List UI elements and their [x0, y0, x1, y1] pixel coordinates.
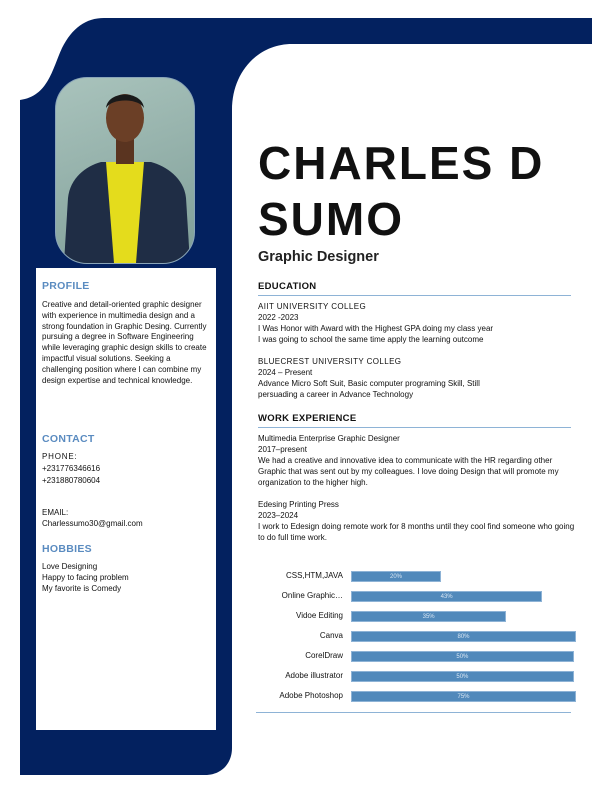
email-label: EMAIL: — [42, 508, 69, 517]
skill-label: Canva — [319, 631, 343, 640]
education-line: persuading a career in Advance Technology — [258, 390, 414, 399]
skill-value-label: 50% — [456, 654, 469, 660]
job-description: I work to Edesign doing remote work for 8 months until they cool find someone who going to do full time work. — [258, 522, 575, 542]
contact-heading: CONTACT — [42, 433, 95, 445]
education-heading: EDUCATION — [258, 281, 571, 296]
skill-bar — [351, 611, 506, 622]
phone-2: +231880780604 — [42, 476, 101, 485]
skill-bar — [351, 591, 542, 602]
job-dates: 2017–present — [258, 445, 307, 454]
hobby-item: My favorite is Comedy — [42, 584, 122, 593]
skill-value-label: 50% — [456, 674, 469, 680]
email-link[interactable]: Charlessumo30@gmail.com — [42, 519, 143, 528]
job-company: Edesing Printing Press — [258, 500, 339, 509]
name-line-2: SUMO — [258, 193, 404, 245]
skill-bar — [351, 631, 576, 642]
education-line: I Was Honor with Award with the Highest GPA doing my class year — [258, 324, 494, 333]
education-line: Advance Micro Soft Suit, Basic computer programing Skill, Still — [258, 379, 480, 388]
chart-divider — [256, 712, 571, 713]
skill-value-label: 75% — [457, 694, 470, 700]
school-dates: 2024 – Present — [258, 368, 313, 377]
phone-1: +231776346616 — [42, 464, 101, 473]
profile-heading: PROFILE — [42, 280, 90, 292]
job-dates: 2023–2024 — [258, 511, 299, 520]
education-line: I was going to school the same time apply the learning outcome — [258, 335, 484, 344]
job-company: Multimedia Enterprise Graphic Designer — [258, 434, 400, 443]
school-name: AIIT UNIVERSITY COLLEG — [258, 302, 367, 311]
skill-label: CSS,HTM,JAVA — [285, 571, 343, 580]
profile-text: Creative and detail-oriented graphic designer with experience in multimedia design and a strong foundation in Graphic Desing. Currently pursuing a degree in Software Engineering while leveraging graphic design skills to create impactful visual solutions. Seeking a challenging position where I can combine my design expertise and technical knowledge. — [42, 300, 207, 385]
profile-photo — [55, 77, 195, 264]
hobby-item: Love Designing — [42, 562, 98, 571]
school-dates: 2022 -2023 — [258, 313, 299, 322]
skill-label: Online Graphic… — [281, 591, 343, 600]
skill-bar — [351, 571, 441, 582]
skill-bar — [351, 691, 576, 702]
person-portrait-icon — [56, 78, 194, 263]
skill-value-label: 80% — [457, 634, 470, 640]
skill-value-label: 43% — [440, 594, 453, 600]
job-title: Graphic Designer — [258, 249, 379, 265]
skill-label: CorelDraw — [305, 651, 343, 660]
phone-label: PHONE: — [42, 452, 78, 461]
school-name: BLUECREST UNIVERSITY COLLEG — [258, 357, 402, 366]
hobby-item: Happy to facing problem — [42, 573, 129, 582]
skill-label: Vidoe Editing — [296, 611, 343, 620]
skill-value-label: 35% — [422, 614, 435, 620]
skill-bar — [351, 651, 574, 662]
skill-label: Adobe Photoshop — [279, 691, 343, 700]
hobbies-heading: HOBBIES — [42, 543, 92, 555]
skill-value-label: 20% — [389, 574, 402, 580]
name-line-1: CHARLES D — [258, 137, 545, 189]
skill-bar — [351, 671, 574, 682]
work-heading: WORK EXPERIENCE — [258, 413, 571, 428]
skill-label: Adobe illustrator — [285, 671, 343, 680]
job-description: We had a creative and innovative idea to communicate with the HR regarding other Graphic that was sent out by my colleagues. I love doing Design that will promote my organization to the higher high. — [258, 456, 559, 487]
